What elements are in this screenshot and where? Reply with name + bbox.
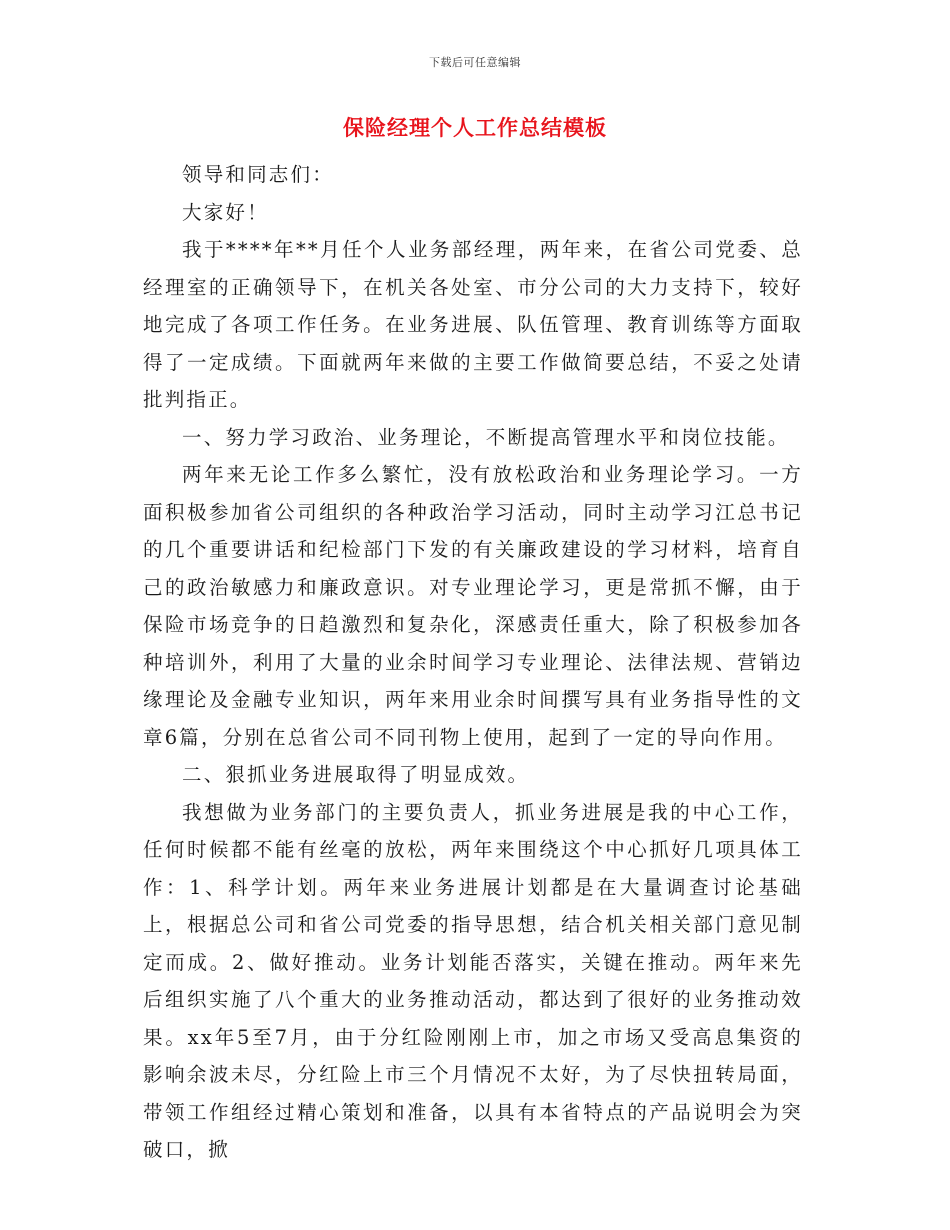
paragraph-section-2: 我想做为业务部门的主要负责人，抓业务进展是我的中心工作，任何时候都不能有丝毫的放松，两年来围绕这个中心抓好几项具体工作：1、科学计划。两年来业务进展计划都是在大量调查讨论基础上，根据总公司和省公司党委的指导思想，结合机关相关部门意见制定而成。2、做好推动。业务计划能否落实，关键在推动。两年来先后组织实施了八个重大的业务推动活动，都达到了很好的业务推动效果。xx年5至7月，由于分红险刚刚上市，加之市场又受高息集资的影响余波未尽，分红险上市三个月情况不太好，为了尽快扭转局面，带领工作组经过精心策划和准备，以具有本省特点的产品说明会为突破口，掀 [143,800,803,1161]
paragraph-salutation: 领导和同志们： [182,163,334,186]
document-body [143,156,803,1169]
header-note: 下载后可任意编辑 [429,56,521,69]
paragraph-intro: 我于****年**月任个人业务部经理，两年来，在省公司党委、总经理室的正确领导下，在机关各处室、市分公司的大力支持下，较好地完成了各项工作任务。在业务进展、队伍管理、教育训练等方面取得了一定成绩。下面就两年来做的主要工作做简要总结，不妥之处请批判指正。 [143,238,803,411]
paragraph-greeting: 大家好！ [182,200,269,224]
section-heading-1: 一、努力学习政治、业务理论，不断提高管理水平和岗位技能。 [182,425,790,449]
paragraph-section-1: 两年来无论工作多么繁忙，没有放松政治和业务理论学习。一方面积极参加省公司组织的各种政治学习活动，同时主动学习江总书记的几个重要讲话和纪检部门下发的有关廉政建设的学习材料，培育自己的政治敏感力和廉政意识。对专业理论学习，更是常抓不懈，由于保险市场竞争的日趋激烈和复杂化，深感责任重大，除了积极参加各种培训外，利用了大量的业余时间学习专业理论、法律法规、营销边缘理论及金融专业知识，两年来用业余时间撰写具有业务指导性的文章6篇，分别在总省公司不同刊物上使用，起到了一定的导向作用。 [143,463,803,749]
document-title: 保险经理个人工作总结模板 [343,115,607,140]
section-heading-2: 二、狠抓业务进展取得了明显成效。 [182,763,530,786]
